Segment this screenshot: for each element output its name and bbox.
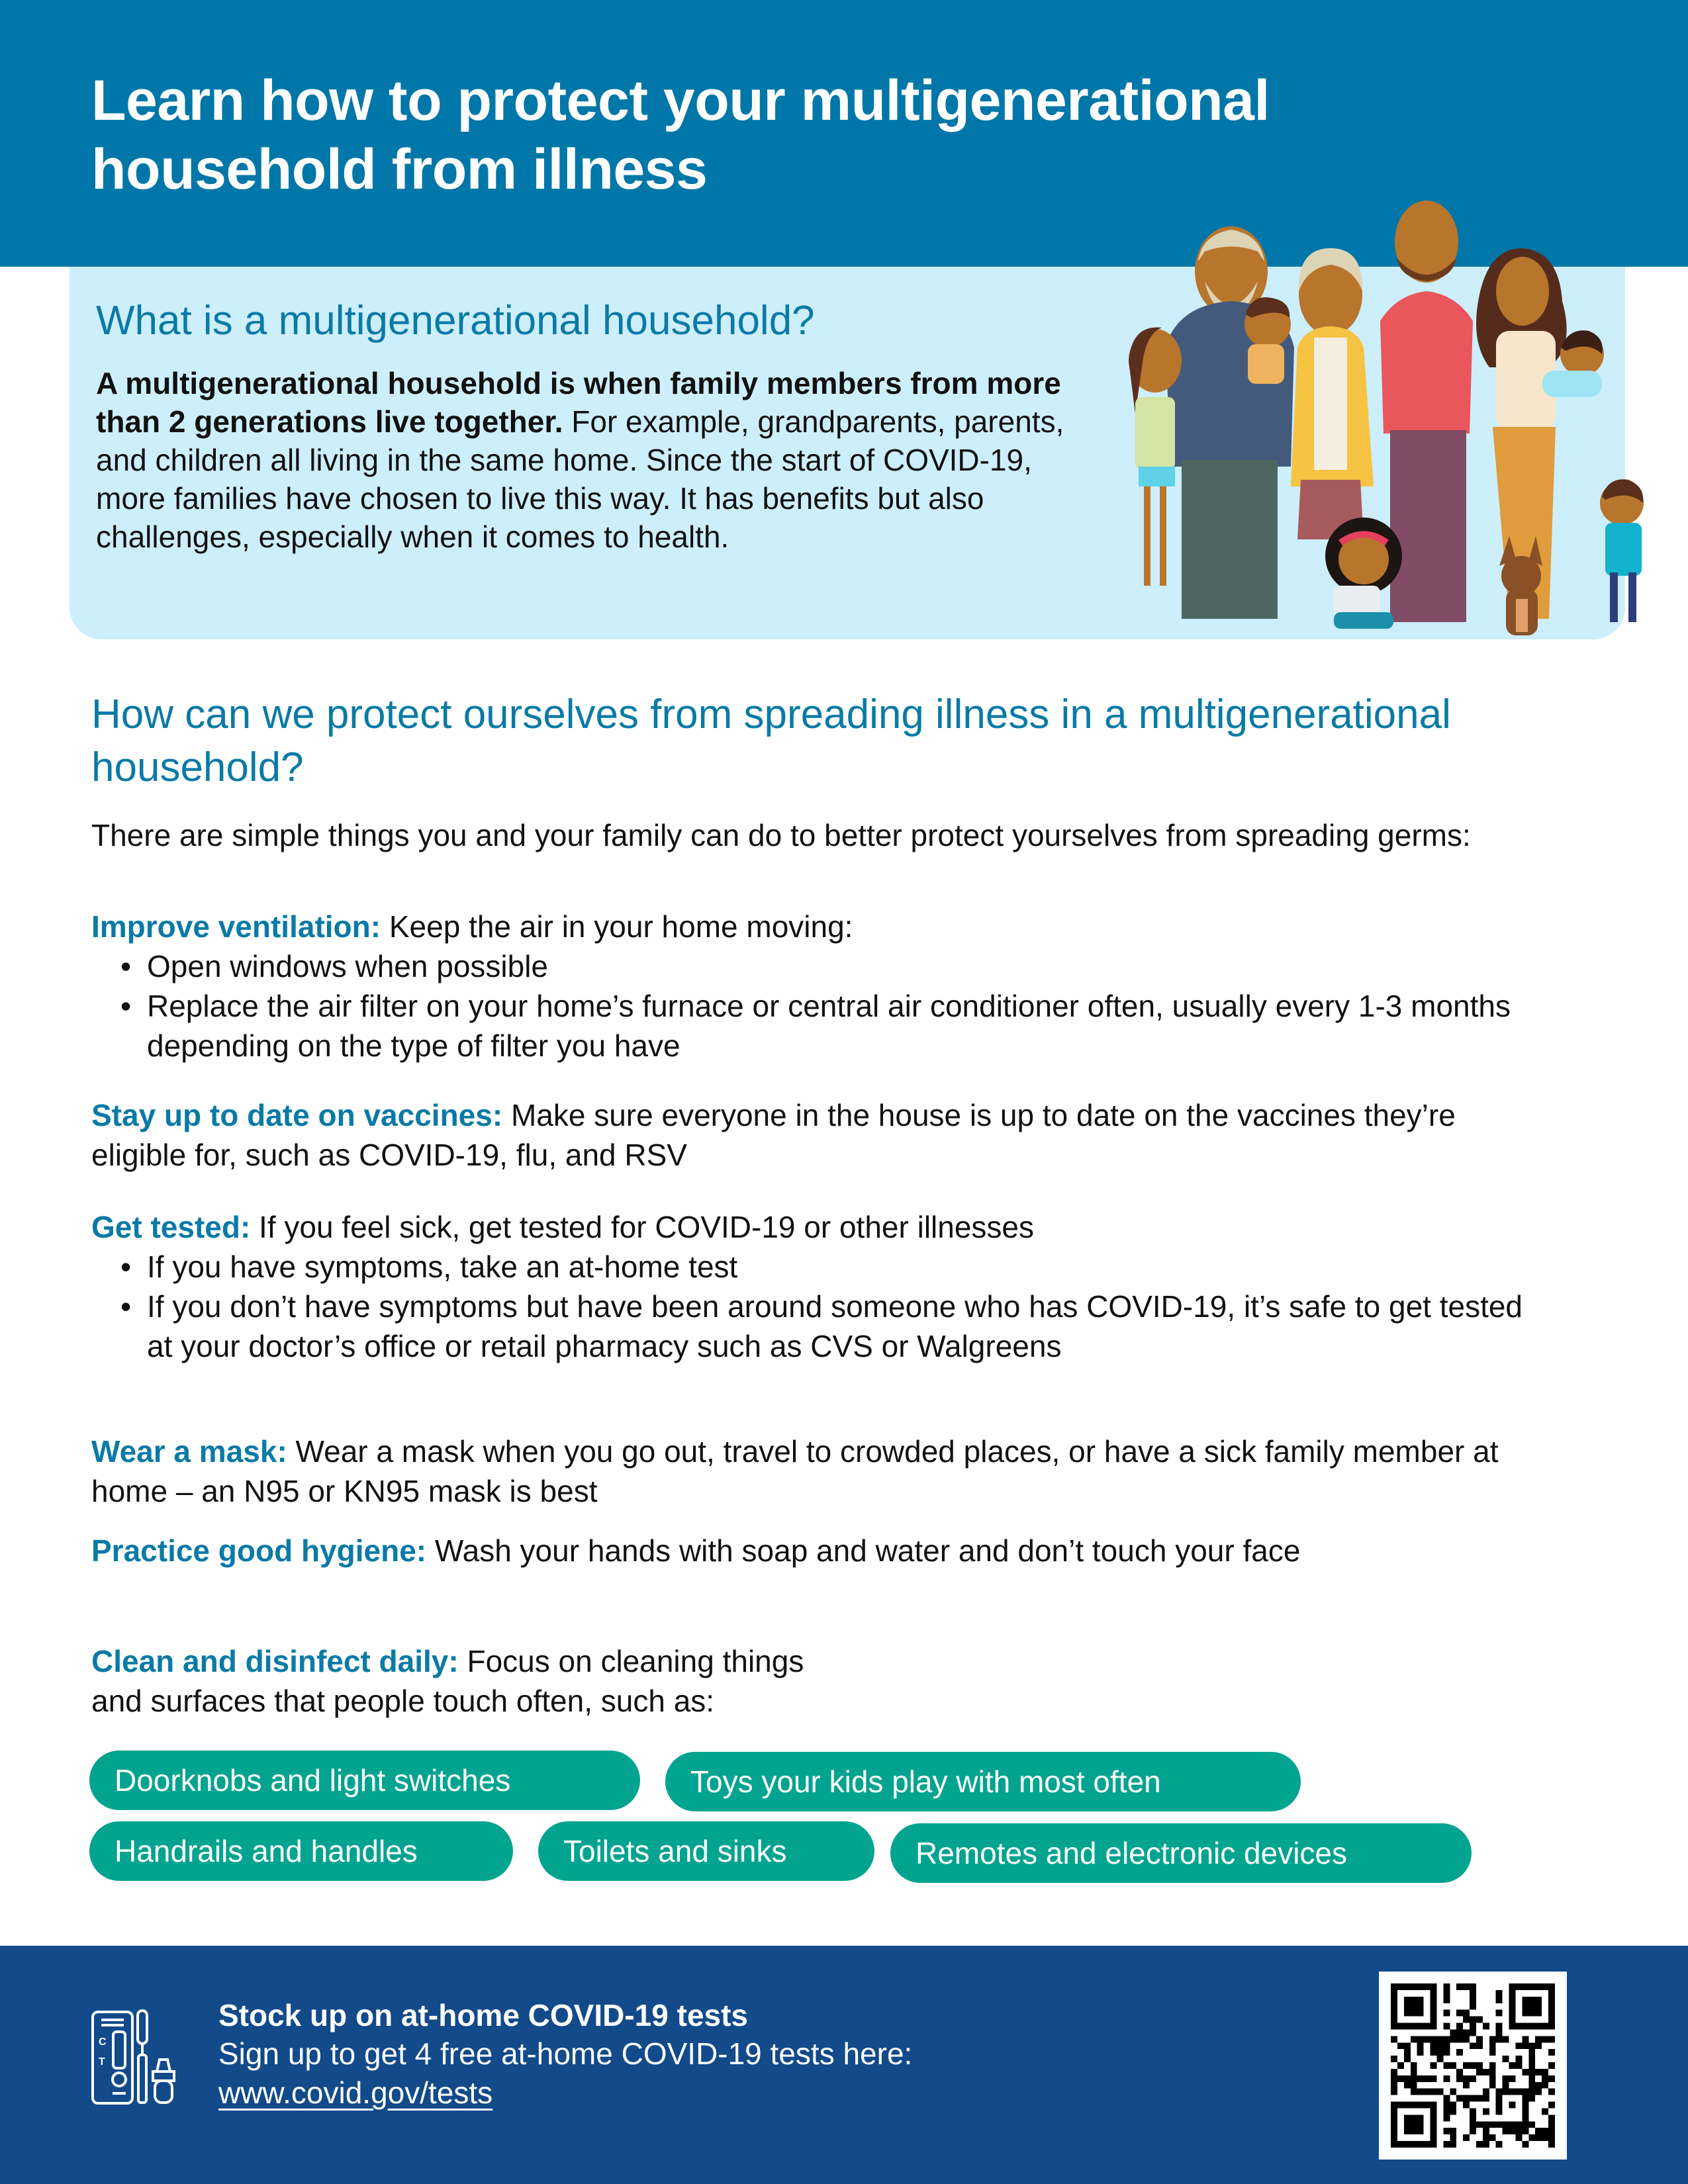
tip-text: Wash your hands with soap and water and don’t touch your face — [426, 1533, 1301, 1568]
footer-text: Sign up to get 4 free at-home COVID-19 tests here: — [218, 2036, 913, 2071]
tip-ventilation — [91, 907, 1548, 1066]
tip-bullets — [106, 946, 1548, 1066]
section-heading: How can we protect ourselves from spreading illness in a multigenerational household? — [91, 692, 1451, 790]
tip-label: Stay up to date on vaccines: — [91, 1098, 503, 1132]
tip-text: If you feel sick, get tested for COVID-19 or other illnesses — [250, 1210, 1035, 1244]
grandfather-figure — [1165, 226, 1294, 619]
tip-hygiene — [91, 1531, 1548, 1570]
tip-mask — [91, 1432, 1548, 1511]
tip-text: Wear a mask when you go out, travel to crowded places, or have a sick family member at home – an N95 or KN95 mask is best — [91, 1434, 1499, 1508]
qr-code-icon — [1391, 1983, 1555, 2148]
page-title — [91, 66, 1548, 204]
tip-label: Practice good hygiene: — [91, 1533, 427, 1568]
tip-text: Keep the air in your home moving: — [381, 909, 853, 944]
intro-definition: A multigenerational household is when family members from more than 2 generations live together. — [96, 366, 1061, 439]
chip-remotes: Remotes and electronic devices — [890, 1823, 1472, 1883]
title-line-2: household from illness — [91, 138, 708, 201]
tip-text-continued: and surfaces that people touch often, such as: — [91, 1684, 715, 1718]
chip-handrails: Handrails and handles — [89, 1821, 513, 1881]
bullet-item: • Open windows when possible — [106, 946, 1548, 986]
tip-testing — [91, 1207, 1548, 1366]
section-intro: There are simple things you and your family can do to better protect yourselves from spreading germs: — [91, 818, 1471, 852]
intro-detail: For example, grandparents, parents, and children all living in the same home. Since the start of COVID-19, more families have chosen to live this way. It has benefits but also challenges, especially when it comes to health. — [96, 404, 1064, 554]
bullet-item: • If you have symptoms, take an at-home test — [106, 1247, 1548, 1287]
tip-label: Get tested: — [91, 1210, 251, 1244]
tip-bullets — [106, 1247, 1548, 1366]
family-illustration — [1119, 195, 1648, 645]
boy-figure — [1600, 479, 1644, 622]
grandmother-figure — [1291, 248, 1374, 539]
test-kit-icon — [89, 2005, 175, 2105]
tip-text: Focus on cleaning things — [458, 1644, 804, 1678]
girl-figure — [1129, 328, 1182, 586]
svg-text:T: T — [99, 2056, 105, 2068]
tip-label: Wear a mask: — [91, 1434, 287, 1469]
toddler-figure — [1244, 297, 1291, 384]
intro-paragraph — [96, 364, 1102, 556]
qr-code[interactable] — [1379, 1972, 1567, 2160]
tip-cleaning — [91, 1641, 1548, 1721]
tip-vaccines — [91, 1095, 1548, 1175]
tip-text: Make sure everyone in the house is up to date on the vaccines they’re eligible for, such as COVID-19, flu, and RSV — [91, 1098, 1456, 1172]
footer-title: Stock up on at-home COVID-19 tests — [218, 1998, 749, 2032]
chip-doorknobs: Doorknobs and light switches — [89, 1751, 640, 1810]
intro-heading: What is a multigenerational household? — [96, 298, 815, 343]
bullet-item: • Replace the air filter on your home’s furnace or central air conditioner often, usually every 1-3 months depending on the type of filter you have — [106, 986, 1548, 1066]
chip-toilets: Toilets and sinks — [538, 1821, 874, 1881]
tip-label: Improve ventilation: — [91, 909, 381, 944]
svg-text:C: C — [99, 2036, 107, 2048]
tip-label: Clean and disinfect daily: — [91, 1644, 459, 1678]
bullet-item: • If you don’t have symptoms but have been around someone who has COVID-19, it’s safe to get tested at your doctor’s office or retail pharmacy such as CVS or Walgreens — [106, 1287, 1548, 1366]
title-line-1: Learn how to protect your multigenerational — [91, 69, 1270, 132]
chip-toys: Toys your kids play with most often — [665, 1752, 1301, 1811]
covid-tests-link[interactable]: www.covid.gov/tests — [218, 2075, 493, 2110]
